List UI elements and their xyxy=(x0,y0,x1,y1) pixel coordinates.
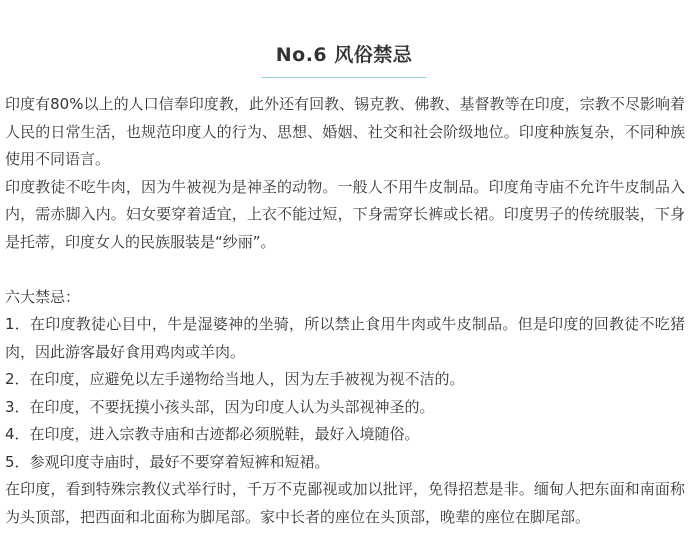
paragraph-spacer xyxy=(5,256,685,284)
intro-paragraph: 印度有80%以上的人口信奉印度教，此外还有回教、锡克教、佛教、基督教等在印度，宗教不尽影响着人民的日常生活，也规范印度人的行为、思想、婚姻、社交和社会阶级地位。印度种族复杂，不同种族使用不同语言。 xyxy=(5,95,685,168)
closing-paragraph: 在印度，看到特殊宗教仪式举行时，千万不克鄙视或加以批评，免得招惹是非。缅甸人把东面和南面称为头顶部，把西面和北面称为脚尾部。家中长者的座位在头顶部，晚辈的座位在脚尾部。 xyxy=(5,480,685,526)
taboo-item-1: 1．在印度教徒心目中，牛是湿婆神的坐骑，所以禁止食用牛肉或牛皮制品。但是印度的回教徒不吃猪肉，因此游客最好食用鸡肉或羊肉。 xyxy=(5,315,685,361)
taboo-item-2: 2．在印度，应避免以左手递物给当地人，因为左手被视为视不洁的。 xyxy=(5,370,465,388)
title-container xyxy=(0,40,688,67)
taboo-item-5: 5．参观印度寺庙时，最好不要穿着短裤和短裙。 xyxy=(5,452,330,471)
taboo-item-3: 3．在印度，不要抚摸小孩头部，因为印度人认为头部视神圣的。 xyxy=(5,397,435,416)
customs-paragraph: 印度教徒不吃牛肉，因为牛被视为是神圣的动物。一般人不用牛皮制品。印度角寺庙不允许牛皮制品入内，需赤脚入内。妇女要穿着适宜，上衣不能过短，下身需穿长裤或长裙。印度男子的传统服装，下身是托蒂，印度女人的民族服装是“纱丽”。 xyxy=(5,177,685,251)
article-body xyxy=(5,91,685,531)
section-title: No.6 风俗禁忌 xyxy=(275,44,413,66)
taboo-heading: 六大禁忌： xyxy=(5,287,81,306)
taboo-item-4: 4．在印度，进入宗教寺庙和古迹都必须脱鞋，最好入境随俗。 xyxy=(5,425,420,443)
title-underline-divider xyxy=(261,77,427,78)
